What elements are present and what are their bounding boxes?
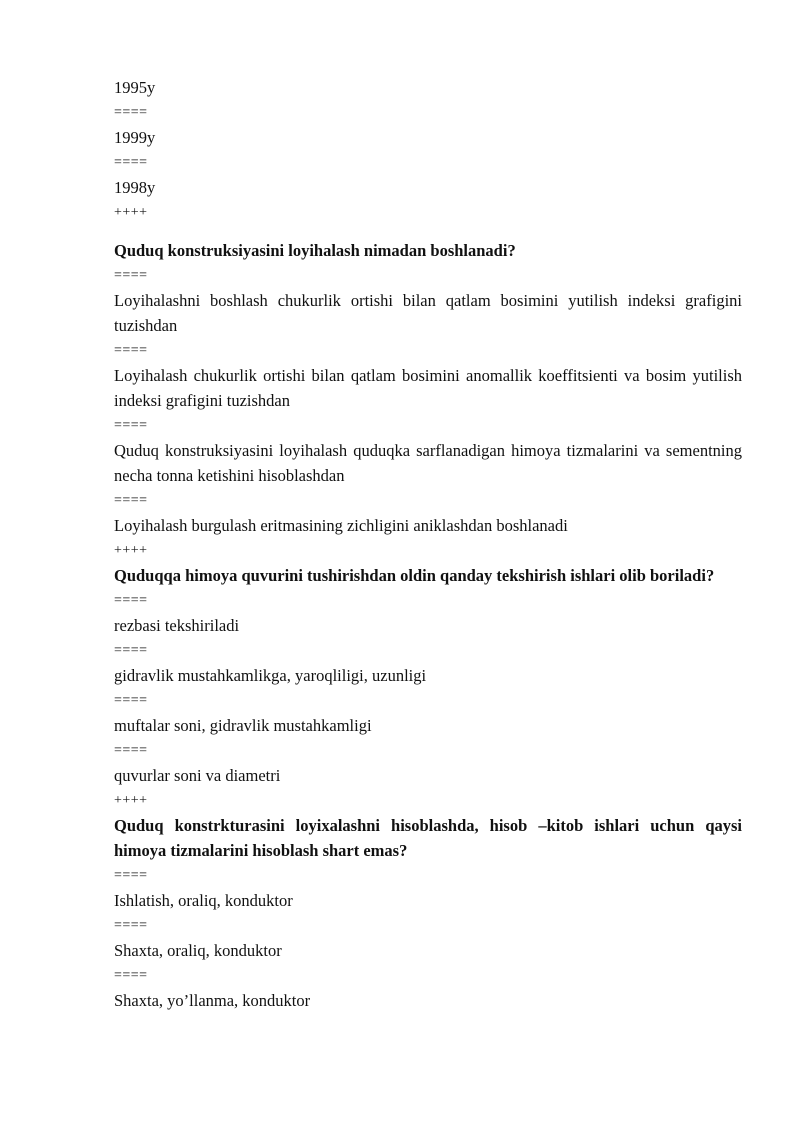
question-end-marker: ++++: [114, 543, 148, 558]
option-separator: ====: [114, 918, 148, 933]
spacer: [114, 225, 742, 238]
option-separator: ====: [114, 268, 148, 283]
document-content: [114, 75, 747, 1013]
option-separator: ====: [114, 418, 148, 433]
q1-answer-4: Loyihalash burgulash eritmasining zichligini aniklashdan boshlanadi: [114, 516, 568, 535]
option-separator: ====: [114, 643, 148, 658]
question-1: Quduq konstruksiyasini loyihalash nimadan boshlanadi?: [114, 241, 516, 260]
q3-answer-2: Shaxta, oraliq, konduktor: [114, 941, 282, 960]
option-separator: ====: [114, 968, 148, 983]
question-end-marker: ++++: [114, 205, 148, 220]
question-end-marker: ++++: [114, 793, 148, 808]
q2-answer-1: rezbasi tekshiriladi: [114, 616, 240, 635]
option-separator: ====: [114, 343, 148, 358]
q3-answer-3: Shaxta, yo’llanma, konduktor: [114, 991, 311, 1010]
option-separator: ====: [114, 693, 148, 708]
q2-answer-2: gidravlik mustahkamlikga, yaroqliligi, uzunligi: [114, 666, 427, 685]
q2-answer-4: quvurlar soni va diametri: [114, 766, 281, 785]
question-3: Quduq konstrkturasini loyixalashni hisoblashda, hisob –kitob ishlari uchun qaysi himoya tizmalarini hisoblash shart emas?: [114, 816, 747, 860]
answer-option-1998: 1998y: [114, 178, 156, 197]
q1-answer-2: Loyihalash chukurlik ortishi bilan qatlam bosimini anomallik koeffitsienti va bosim yutilish indeksi grafigini tuzishdan: [114, 366, 747, 410]
q2-answer-3: muftalar soni, gidravlik mustahkamligi: [114, 716, 372, 735]
option-separator: ====: [114, 105, 148, 120]
option-separator: ====: [114, 493, 148, 508]
q3-answer-1: Ishlatish, oraliq, konduktor: [114, 891, 293, 910]
answer-option-1999: 1999y: [114, 128, 156, 147]
option-separator: ====: [114, 593, 148, 608]
option-separator: ====: [114, 868, 148, 883]
question-2: Quduqqa himoya quvurini tushirishdan oldin qanday tekshirish ishlari olib boriladi?: [114, 566, 715, 585]
option-separator: ====: [114, 155, 148, 170]
answer-option-1995: 1995y: [114, 78, 156, 97]
q1-answer-1: Loyihalashni boshlash chukurlik ortishi bilan qatlam bosimini yutilish indeksi grafigini tuzishdan: [114, 291, 747, 335]
q1-answer-3: Quduq konstruksiyasini loyihalash quduqka sarflanadigan himoya tizmalarini va sementning necha tonna ketishini hisoblashdan: [114, 441, 747, 485]
option-separator: ====: [114, 743, 148, 758]
